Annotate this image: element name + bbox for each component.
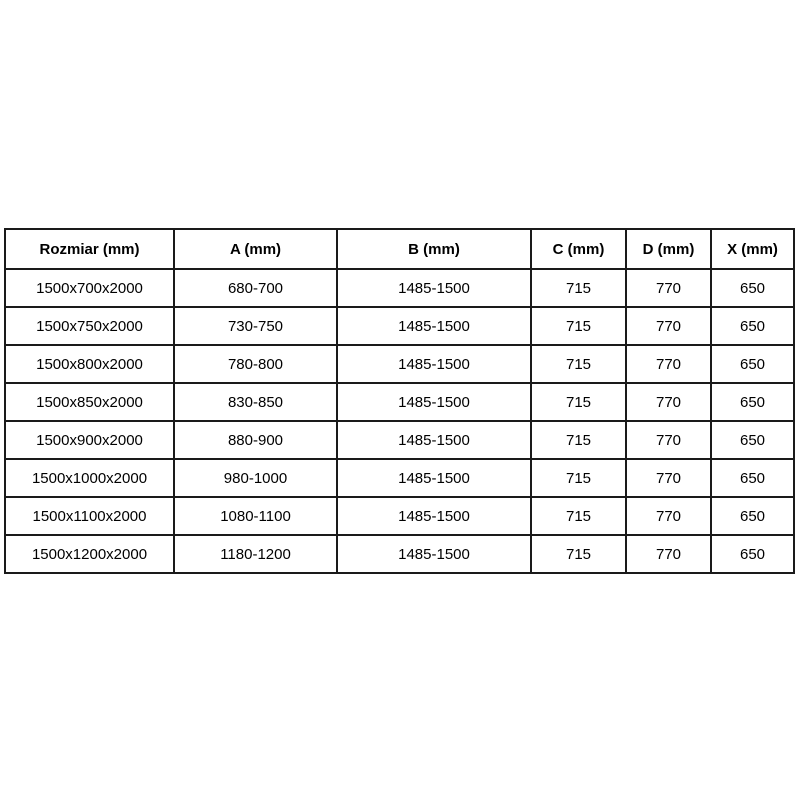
table-cell: 715 <box>531 459 626 497</box>
header-row <box>5 229 794 269</box>
table-cell: 1485-1500 <box>337 535 531 573</box>
dimensions-table <box>4 228 795 574</box>
table-cell: 770 <box>626 535 711 573</box>
table-cell: 880-900 <box>174 421 337 459</box>
table-cell: 715 <box>531 421 626 459</box>
table-row <box>5 535 794 573</box>
table-row <box>5 497 794 535</box>
column-header: B (mm) <box>337 229 531 269</box>
table-cell: 715 <box>531 383 626 421</box>
table-cell: 1485-1500 <box>337 345 531 383</box>
column-header: A (mm) <box>174 229 337 269</box>
table-cell: 1500x900x2000 <box>5 421 174 459</box>
table-cell: 1500x1100x2000 <box>5 497 174 535</box>
table-cell: 1500x800x2000 <box>5 345 174 383</box>
table-cell: 1500x700x2000 <box>5 269 174 307</box>
column-header: Rozmiar (mm) <box>5 229 174 269</box>
table-cell: 715 <box>531 269 626 307</box>
table-cell: 1180-1200 <box>174 535 337 573</box>
column-header: X (mm) <box>711 229 794 269</box>
table-cell: 1500x1000x2000 <box>5 459 174 497</box>
table-row <box>5 459 794 497</box>
table-cell: 680-700 <box>174 269 337 307</box>
table-row <box>5 383 794 421</box>
table-row <box>5 421 794 459</box>
table-cell: 1485-1500 <box>337 269 531 307</box>
table-cell: 1485-1500 <box>337 497 531 535</box>
table-cell: 730-750 <box>174 307 337 345</box>
column-header: C (mm) <box>531 229 626 269</box>
table-cell: 780-800 <box>174 345 337 383</box>
table-cell: 650 <box>711 307 794 345</box>
table-cell: 770 <box>626 345 711 383</box>
table-cell: 650 <box>711 421 794 459</box>
table-cell: 770 <box>626 459 711 497</box>
table-cell: 650 <box>711 459 794 497</box>
table-cell: 1500x850x2000 <box>5 383 174 421</box>
column-header: D (mm) <box>626 229 711 269</box>
table-cell: 650 <box>711 345 794 383</box>
table-cell: 650 <box>711 269 794 307</box>
table-cell: 715 <box>531 497 626 535</box>
table-cell: 830-850 <box>174 383 337 421</box>
table-cell: 770 <box>626 307 711 345</box>
table-cell: 1485-1500 <box>337 421 531 459</box>
table-cell: 770 <box>626 421 711 459</box>
table-cell: 715 <box>531 535 626 573</box>
table-row <box>5 345 794 383</box>
table-row <box>5 307 794 345</box>
table-cell: 1500x750x2000 <box>5 307 174 345</box>
table-cell: 1485-1500 <box>337 307 531 345</box>
table-cell: 715 <box>531 307 626 345</box>
table-cell: 650 <box>711 535 794 573</box>
table-cell: 650 <box>711 497 794 535</box>
table-cell: 980-1000 <box>174 459 337 497</box>
table-cell: 650 <box>711 383 794 421</box>
table-cell: 770 <box>626 383 711 421</box>
table-cell: 1500x1200x2000 <box>5 535 174 573</box>
table-cell: 1485-1500 <box>337 459 531 497</box>
table-cell: 1485-1500 <box>337 383 531 421</box>
table-cell: 770 <box>626 269 711 307</box>
table-cell: 715 <box>531 345 626 383</box>
table-row <box>5 269 794 307</box>
table-body <box>5 269 794 573</box>
table-cell: 770 <box>626 497 711 535</box>
table-cell: 1080-1100 <box>174 497 337 535</box>
